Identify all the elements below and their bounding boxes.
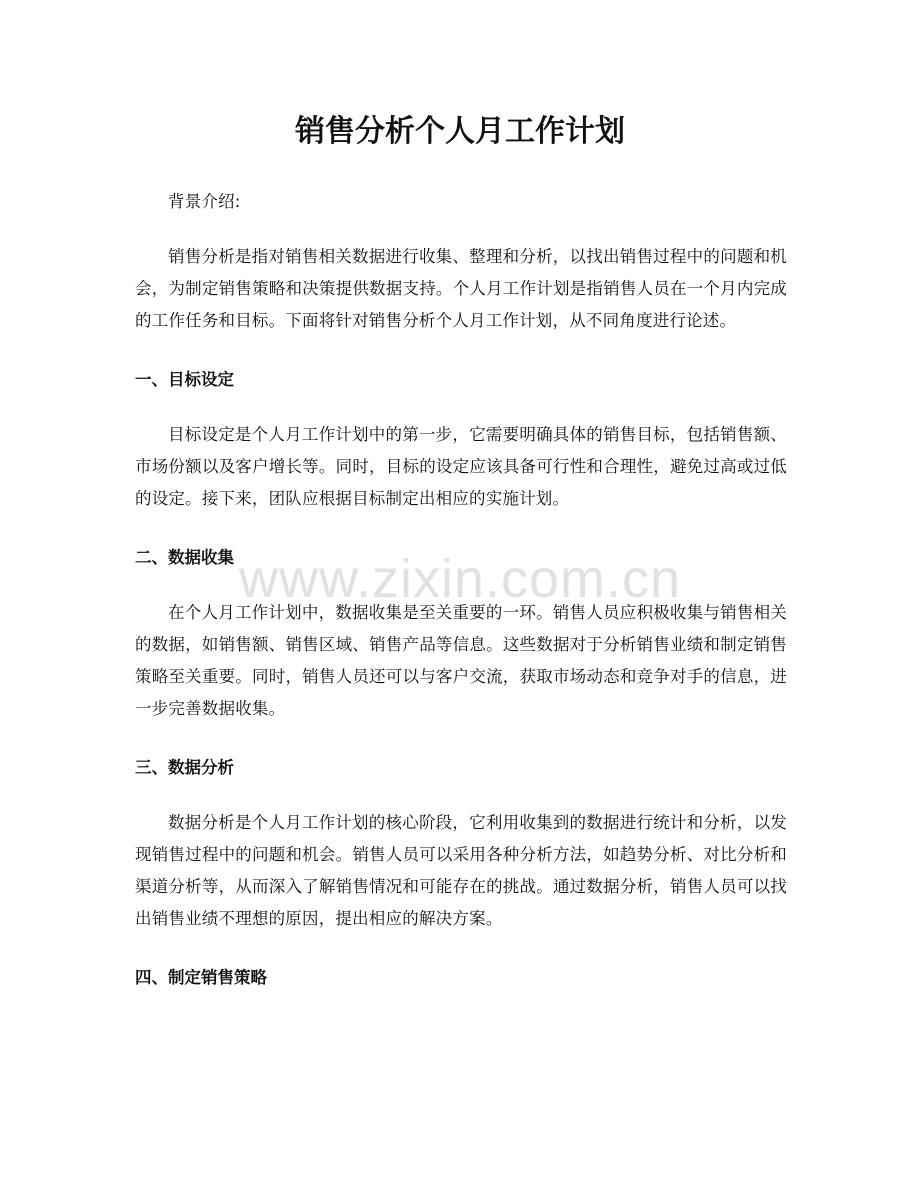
section-heading-goal: 一、目标设定 [135, 370, 234, 389]
section-paragraph-goal: 目标设定是个人月工作计划中的第一步，它需要明确具体的销售目标，包括销售额、市场份额以及客户增长等。同时，目标的设定应该具备可行性和合理性，避免过高或过低的设定。接下来，团队应根据目标制定出相应的实施计划。 [135, 425, 787, 508]
section-paragraph-data-collection: 在个人月工作计划中，数据收集是至关重要的一环。销售人员应积极收集与销售相关的数据，如销售额、销售区域、销售产品等信息。这些数据对于分析销售业绩和制定销售策略至关重要。同时，销售人员还可以与客户交流，获取市场动态和竞争对手的信息，进一步完善数据收集。 [135, 603, 787, 718]
section-heading-data-analysis: 三、数据分析 [135, 758, 234, 777]
page-title: 销售分析个人月工作计划 [295, 114, 625, 149]
section-paragraph-data-analysis: 数据分析是个人月工作计划的核心阶段，它利用收集到的数据进行统计和分析，以发现销售过程中的问题和机会。销售人员可以采用各种分析方法，如趋势分析、对比分析和渠道分析等，从而深入了解销售情况和可能存在的挑战。通过数据分析，销售人员可以找出销售业绩不理想的原因，提出相应的解决方案。 [135, 813, 787, 928]
intro-paragraph: 销售分析是指对销售相关数据进行收集、整理和分析，以找出销售过程中的问题和机会，为制定销售策略和决策提供数据支持。个人月工作计划是指销售人员在一个月内完成的工作任务和目标。下面将针对销售分析个人月工作计划，从不同角度进行论述。 [135, 247, 787, 330]
section-heading-sales-strategy: 四、制定销售策略 [135, 968, 267, 987]
document-body [135, 186, 787, 994]
intro-label: 背景介绍: [168, 192, 241, 211]
section-heading-data-collection: 二、数据收集 [135, 548, 234, 567]
watermark: www.zixin.com.cn [238, 549, 682, 609]
